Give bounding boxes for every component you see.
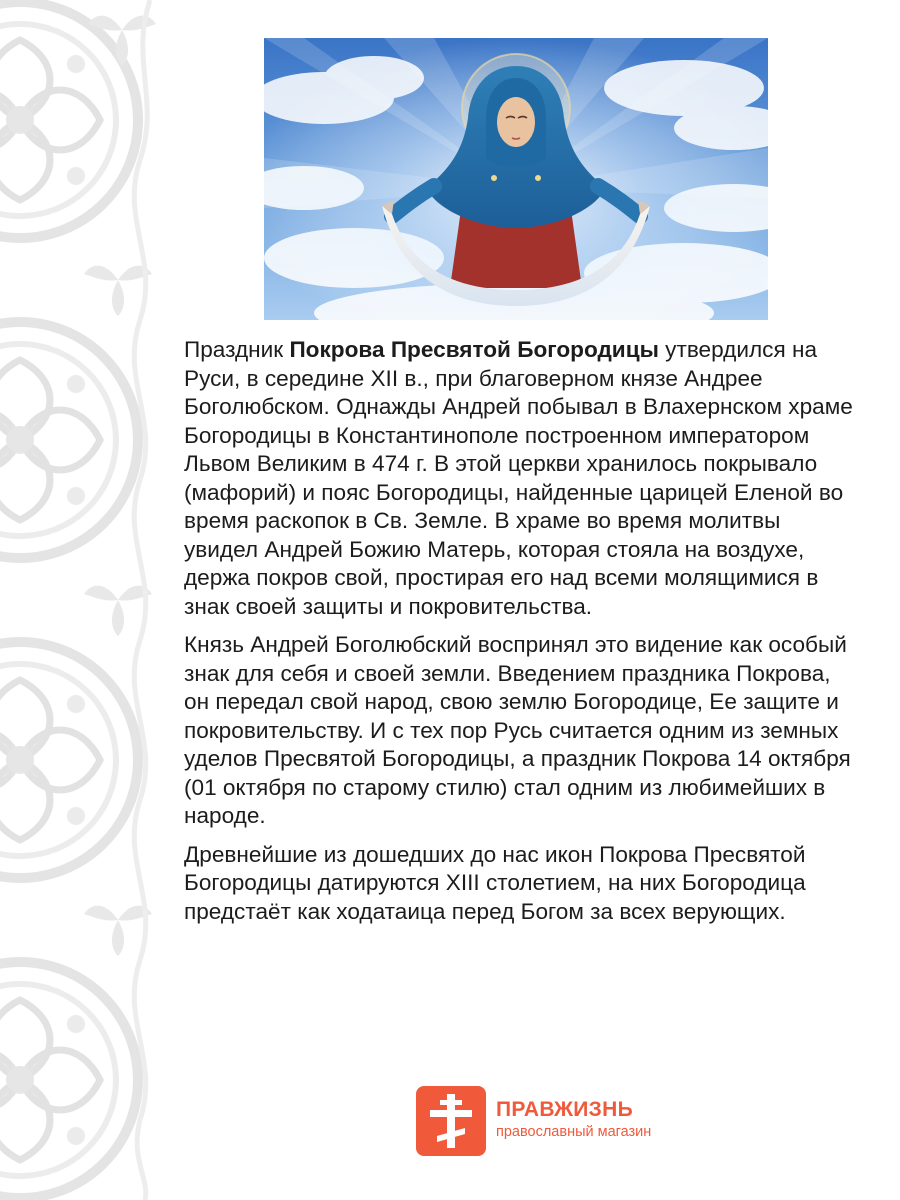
pravzhizn-logo xyxy=(416,1086,716,1158)
logo-tagline: православный магазин xyxy=(496,1124,652,1140)
pokrov-icon-image xyxy=(264,38,768,320)
lace-ornament-border xyxy=(0,0,170,1200)
paragraph-2: Князь Андрей Боголюбский воспринял это видение как особый знак для себя и своей земли. Введением праздника Покрова, он передал свой народ, свою землю Богородице, Ее защите и покровительству. И с тех пор Русь считается одним из земных уделов Пресвятой Богородицы, а праздник Покрова 14 октября (01 октября по старому стилю) стал одним из любимейших в народе. xyxy=(184,632,851,828)
paragraph-1 xyxy=(184,336,854,621)
paragraph-1-lead: Праздник xyxy=(184,337,290,362)
paragraph-1-body: утвердился на Руси, в середине XII в., при благоверном князе Андрее Боголюбском. Однажды Андрей побывал в Влахернском храме Богородицы в Константинополе построенном императором Львом Великим в 474 г. В этой церкви хранилось покрывало (мафорий) и пояс Богородицы, найденные царицей Еленой во время раскопок в Св. Земле. В храме во время молитвы увидел Андрей Божию Матерь, которая стояла на воздухе, держа покров свой, простирая его над всеми молящимися в знак своей защиты и покровительства. xyxy=(184,337,853,619)
orthodox-cross-icon xyxy=(416,1086,486,1156)
article-text xyxy=(184,336,854,936)
feast-name: Покрова Пресвятой Богородицы xyxy=(289,337,659,362)
paragraph-3: Древнейшие из дошедших до нас икон Покрова Пресвятой Богородицы датируются XIII столетием, на них Богородица предстаёт как ходатаица перед Богом за всех верующих. xyxy=(184,841,806,924)
logo-brand-name: ПРАВЖИЗНЬ xyxy=(496,1098,633,1121)
